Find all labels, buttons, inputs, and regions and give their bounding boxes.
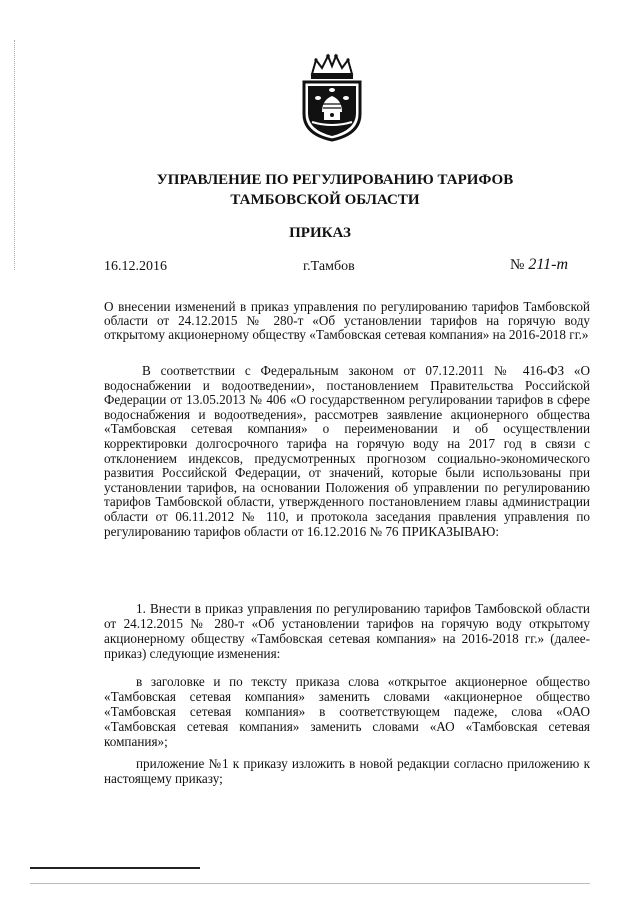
item-1b-paragraph: приложение №1 к приказу изложить в новой редакции согласно приложению к настоящему приказу;	[104, 756, 590, 786]
document-subject: О внесении изменений в приказ управления по регулированию тарифов Тамбовской области от 24.12.2015 № 280-т «Об установлении тарифов на горячую воду открытому акционерному обществу «Тамбовская сетевая компания» на 2016-2018 гг.»	[104, 299, 590, 342]
org-title-line1: УПРАВЛЕНИЕ ПО РЕГУЛИРОВАНИЮ ТАРИФОВ	[156, 172, 514, 188]
coat-of-arms-icon	[298, 52, 366, 142]
item-1a-paragraph: в заголовке и по тексту приказа слова «открытое акционерное общество «Тамбовская сетевая компания» заменить словами «акционерное общество «Тамбовская сетевая компания» в соответствующем падеже, слова «ОАО «Тамбовская сетевая компания» заменить словами «АО «Тамбовская сетевая компания»;	[104, 674, 590, 749]
org-title-line2: ТАМБОВСКОЙ ОБЛАСТИ	[230, 192, 420, 208]
footer-rule	[30, 867, 200, 869]
document-type-title: ПРИКАЗ	[289, 225, 351, 241]
document-number-label: №	[510, 257, 525, 273]
document-date: 16.12.2016	[104, 259, 167, 274]
document-city: г.Тамбов	[303, 259, 355, 274]
document-number-value: 211-т	[528, 256, 569, 273]
document-number	[510, 256, 568, 274]
item-1-paragraph: 1. Внести в приказ управления по регулированию тарифов Тамбовской области от 24.12.2015 № 280-т «Об установлении тарифов на горячую воду открытому акционерному обществу «Тамбовская сетевая компания» на 2016-2018 гг.» (далее-приказ) следующие изменения:	[104, 601, 590, 661]
preamble-paragraph: В соответствии с Федеральным законом от 07.12.2011 № 416-ФЗ «О водоснабжении и водоотведении», постановлением Правительства Российской Федерации от 13.05.2013 № 406 «О государственном регулировании тарифов в сфере водоснабжения и водоотведения», рассмотрев заявление акционерного общества «Тамбовская сетевая компания» о переименовании и об осуществлении корректировки долгосрочного тарифа на горячую воду на 2017 год в связи с отклонением индексов, предусмотренных прогнозом социально-экономического развития Российской Федерации, от значений, которые были использованы при установлении тарифов, на основании Положения об управлении по регулированию тарифов Тамбовской области, утвержденного постановлением главы администрации области от 06.11.2012 № 110, и протокола заседания правления управления по регулированию тарифов области от 16.12.2016 № 76 ПРИКАЗЫВАЮ:	[104, 363, 590, 539]
scan-edge-line	[30, 883, 590, 884]
